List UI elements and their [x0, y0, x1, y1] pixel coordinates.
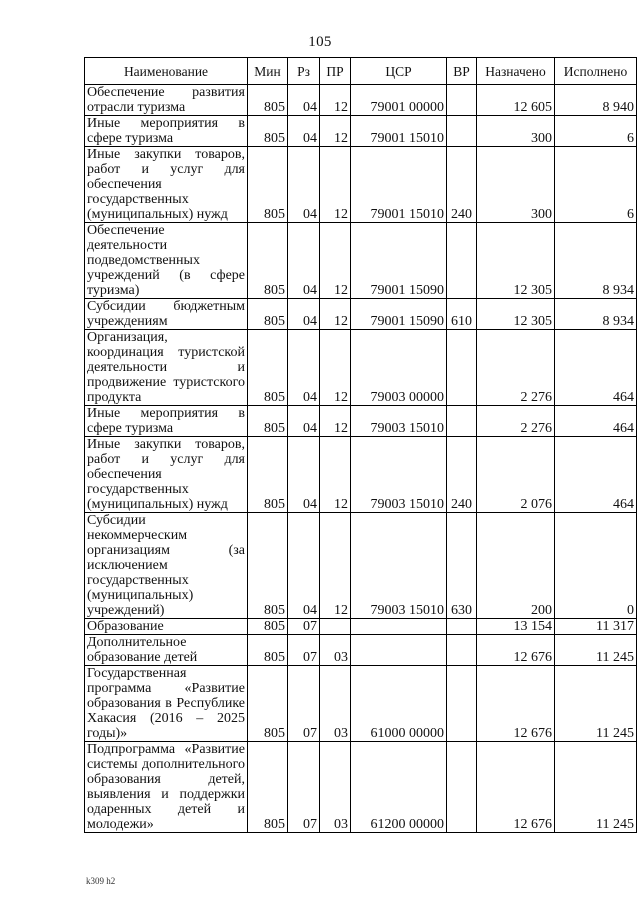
table-row: [85, 666, 637, 742]
cell-rz: 04: [288, 223, 320, 299]
cell-executed: 11 245: [555, 742, 637, 833]
cell-vr: [447, 742, 477, 833]
cell-vr: 240: [447, 437, 477, 513]
cell-rz: 07: [288, 635, 320, 666]
cell-assigned: 12 676: [477, 635, 555, 666]
cell-executed: 8 940: [555, 85, 637, 116]
cell-min: 805: [248, 147, 288, 223]
cell-executed: 11 245: [555, 666, 637, 742]
cell-executed: 464: [555, 406, 637, 437]
cell-assigned: 12 305: [477, 299, 555, 330]
column-header-min: Мин: [248, 58, 288, 85]
cell-vr: 610: [447, 299, 477, 330]
table-row: [85, 635, 637, 666]
cell-min: 805: [248, 116, 288, 147]
cell-min: 805: [248, 299, 288, 330]
cell-assigned: 13 154: [477, 619, 555, 635]
cell-rz: 04: [288, 513, 320, 619]
cell-min: 805: [248, 437, 288, 513]
cell-csr: 79003 15010: [351, 513, 447, 619]
cell-rz: 04: [288, 437, 320, 513]
cell-pr: 03: [320, 742, 351, 833]
cell-vr: [447, 635, 477, 666]
column-header-assigned: Назначено: [477, 58, 555, 85]
table-body: [85, 85, 637, 833]
cell-name: Дополнительное образование детей: [85, 635, 248, 666]
cell-assigned: 200: [477, 513, 555, 619]
table-row: [85, 223, 637, 299]
table-row: [85, 513, 637, 619]
cell-csr: 79001 15090: [351, 299, 447, 330]
cell-csr: [351, 619, 447, 635]
cell-vr: 240: [447, 147, 477, 223]
cell-executed: 6: [555, 147, 637, 223]
column-header-rz: Рз: [288, 58, 320, 85]
table-row: [85, 437, 637, 513]
cell-pr: 12: [320, 116, 351, 147]
cell-pr: 12: [320, 85, 351, 116]
cell-min: 805: [248, 330, 288, 406]
cell-executed: 8 934: [555, 299, 637, 330]
cell-executed: 8 934: [555, 223, 637, 299]
table-row: [85, 147, 637, 223]
table-row: [85, 85, 637, 116]
cell-pr: 12: [320, 437, 351, 513]
cell-rz: 07: [288, 666, 320, 742]
table-row: [85, 330, 637, 406]
cell-csr: 79003 15010: [351, 406, 447, 437]
cell-pr: 12: [320, 513, 351, 619]
cell-pr: 03: [320, 635, 351, 666]
cell-rz: 07: [288, 742, 320, 833]
cell-rz: 07: [288, 619, 320, 635]
cell-name: Иные мероприятия в сфере туризма: [85, 406, 248, 437]
column-header-pr: ПР: [320, 58, 351, 85]
cell-min: 805: [248, 85, 288, 116]
cell-csr: 61000 00000: [351, 666, 447, 742]
cell-vr: [447, 406, 477, 437]
cell-rz: 04: [288, 406, 320, 437]
cell-pr: 12: [320, 147, 351, 223]
cell-min: 805: [248, 619, 288, 635]
cell-rz: 04: [288, 330, 320, 406]
cell-name: Государственная программа «Развитие образования в Республике Хакасия (2016 – 2025 годы)»: [85, 666, 248, 742]
cell-assigned: 2 076: [477, 437, 555, 513]
cell-name: Обеспечение развития отрасли туризма: [85, 85, 248, 116]
cell-executed: 6: [555, 116, 637, 147]
cell-min: 805: [248, 635, 288, 666]
cell-name: Подпрограмма «Развитие системы дополнительного образования детей, выявления и поддержки одаренных детей и молодежи»: [85, 742, 248, 833]
table-row: [85, 406, 637, 437]
cell-executed: 464: [555, 437, 637, 513]
cell-csr: 79003 15010: [351, 437, 447, 513]
cell-executed: 11 317: [555, 619, 637, 635]
cell-executed: 0: [555, 513, 637, 619]
cell-min: 805: [248, 513, 288, 619]
cell-assigned: 12 676: [477, 666, 555, 742]
cell-csr: 79001 15010: [351, 116, 447, 147]
cell-min: 805: [248, 406, 288, 437]
cell-executed: 11 245: [555, 635, 637, 666]
cell-assigned: 300: [477, 116, 555, 147]
cell-name: Субсидии бюджетным учреждениям: [85, 299, 248, 330]
cell-assigned: 12 305: [477, 223, 555, 299]
table-row: [85, 619, 637, 635]
cell-min: 805: [248, 223, 288, 299]
cell-vr: [447, 223, 477, 299]
cell-csr: 79003 00000: [351, 330, 447, 406]
cell-min: 805: [248, 742, 288, 833]
cell-vr: [447, 619, 477, 635]
cell-csr: 79001 15010: [351, 147, 447, 223]
column-header-csr: ЦСР: [351, 58, 447, 85]
cell-rz: 04: [288, 299, 320, 330]
cell-vr: [447, 330, 477, 406]
cell-assigned: 300: [477, 147, 555, 223]
column-header-executed: Исполнено: [555, 58, 637, 85]
cell-name: Обеспечение деятельности подведомственных учреждений (в сфере туризма): [85, 223, 248, 299]
table-row: [85, 299, 637, 330]
cell-name: Организация, координация туристской деятельности и продвижение туристского продукта: [85, 330, 248, 406]
cell-csr: [351, 635, 447, 666]
cell-name: Иные закупки товаров, работ и услуг для обеспечения государственных (муниципальных) нужд: [85, 437, 248, 513]
cell-csr: 79001 15090: [351, 223, 447, 299]
cell-vr: [447, 666, 477, 742]
budget-table: [84, 57, 637, 833]
cell-rz: 04: [288, 85, 320, 116]
cell-executed: 464: [555, 330, 637, 406]
footer-code: k309 h2: [86, 876, 116, 886]
table-header-row: [85, 58, 637, 85]
cell-vr: [447, 116, 477, 147]
table-row: [85, 742, 637, 833]
table-row: [85, 116, 637, 147]
cell-min: 805: [248, 666, 288, 742]
cell-vr: [447, 85, 477, 116]
cell-pr: 12: [320, 406, 351, 437]
cell-assigned: 2 276: [477, 330, 555, 406]
cell-assigned: 2 276: [477, 406, 555, 437]
cell-rz: 04: [288, 147, 320, 223]
cell-vr: 630: [447, 513, 477, 619]
page-number: 105: [308, 34, 332, 50]
cell-assigned: 12 605: [477, 85, 555, 116]
cell-pr: 12: [320, 223, 351, 299]
cell-name: Образование: [85, 619, 248, 635]
cell-name: Иные закупки товаров, работ и услуг для обеспечения государственных (муниципальных) нужд: [85, 147, 248, 223]
cell-pr: [320, 619, 351, 635]
cell-name: Иные мероприятия в сфере туризма: [85, 116, 248, 147]
cell-pr: 12: [320, 330, 351, 406]
cell-csr: 79001 00000: [351, 85, 447, 116]
cell-csr: 61200 00000: [351, 742, 447, 833]
cell-rz: 04: [288, 116, 320, 147]
column-header-name: Наименование: [85, 58, 248, 85]
cell-assigned: 12 676: [477, 742, 555, 833]
cell-pr: 03: [320, 666, 351, 742]
cell-name: Субсидии некоммерческим организациям (за исключением государственных (муниципальных) учреждений): [85, 513, 248, 619]
column-header-vr: ВР: [447, 58, 477, 85]
cell-pr: 12: [320, 299, 351, 330]
